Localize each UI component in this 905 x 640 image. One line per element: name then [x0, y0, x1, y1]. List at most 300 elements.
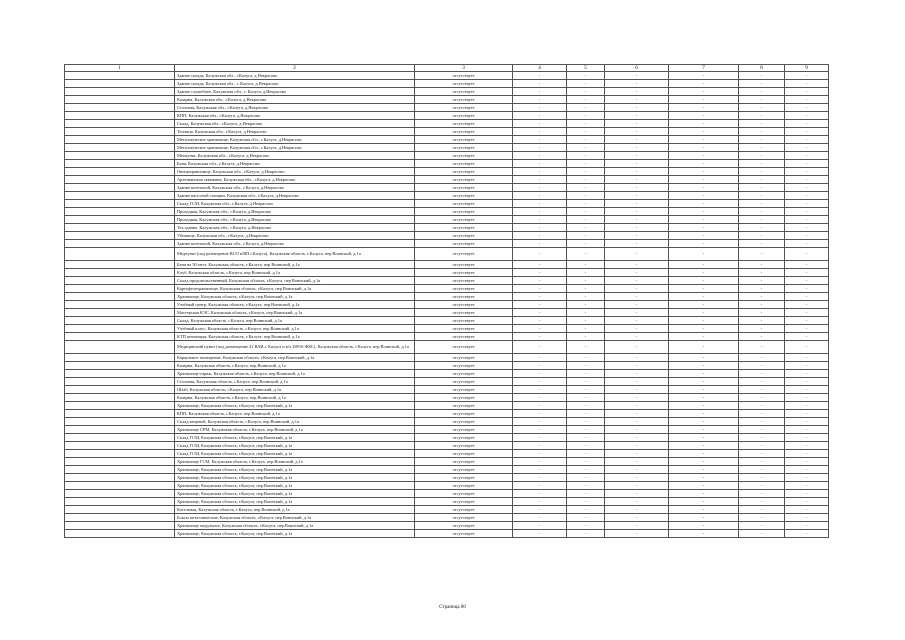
- value-cell-col-8: -: [739, 72, 785, 80]
- value-cell-col-6: -: [605, 450, 669, 458]
- value-cell-col-4: -: [513, 325, 567, 333]
- value-cell-col-5: -: [567, 224, 605, 232]
- column-number-2: 2: [175, 65, 415, 72]
- object-name-cell: Хранилище-гараж, Калужская область, г.Калуга, пер.Воинский, д.1а: [175, 370, 415, 378]
- value-cell-col-9: -: [785, 128, 829, 136]
- value-cell-col-4: -: [513, 224, 567, 232]
- value-cell-col-4: -: [513, 530, 567, 538]
- value-cell-col-6: -: [605, 466, 669, 474]
- value-cell-col-5: -: [567, 341, 605, 354]
- value-cell-col-9: -: [785, 192, 829, 200]
- table-row: [65, 285, 829, 293]
- table-row: [65, 224, 829, 232]
- value-cell-col-9: -: [785, 261, 829, 269]
- value-cell-col-4: -: [513, 261, 567, 269]
- value-cell-col-5: -: [567, 120, 605, 128]
- table-row: [65, 208, 829, 216]
- value-cell-col-4: -: [513, 333, 567, 341]
- value-cell-col-4: -: [513, 514, 567, 522]
- value-cell-col-8: -: [739, 474, 785, 482]
- value-cell-col-7: -: [669, 402, 739, 410]
- status-cell: отсутствует: [415, 136, 513, 144]
- value-cell-col-6: -: [605, 144, 669, 152]
- value-cell-col-4: -: [513, 160, 567, 168]
- value-cell-col-9: -: [785, 232, 829, 240]
- value-cell-col-9: -: [785, 362, 829, 370]
- object-name-cell: Убежище, Калужская обл., г.Калуга, д.Некрасово: [175, 232, 415, 240]
- status-cell: отсутствует: [415, 434, 513, 442]
- value-cell-col-9: -: [785, 442, 829, 450]
- table-row: [65, 152, 829, 160]
- row-number-cell: [65, 482, 175, 490]
- value-cell-col-9: -: [785, 88, 829, 96]
- value-cell-col-4: -: [513, 200, 567, 208]
- value-cell-col-8: -: [739, 466, 785, 474]
- value-cell-col-9: -: [785, 482, 829, 490]
- value-cell-col-6: -: [605, 498, 669, 506]
- row-number-cell: [65, 120, 175, 128]
- value-cell-col-8: -: [739, 136, 785, 144]
- value-cell-col-5: -: [567, 370, 605, 378]
- value-cell-col-7: -: [669, 216, 739, 224]
- value-cell-col-9: -: [785, 104, 829, 112]
- value-cell-col-9: -: [785, 216, 829, 224]
- value-cell-col-5: -: [567, 168, 605, 176]
- status-cell: отсутствует: [415, 261, 513, 269]
- row-number-cell: [65, 232, 175, 240]
- value-cell-col-5: -: [567, 112, 605, 120]
- value-cell-col-8: -: [739, 269, 785, 277]
- row-number-cell: [65, 370, 175, 378]
- value-cell-col-6: -: [605, 293, 669, 301]
- status-cell: отсутствует: [415, 354, 513, 362]
- value-cell-col-4: -: [513, 208, 567, 216]
- value-cell-col-4: -: [513, 120, 567, 128]
- object-name-cell: Медицинский пункт (под размещение 41 ВАИ г. Калуга и в/ч 28916-ФКС), Калужская область, г.Калуга, пер.Воинский, д.1а: [175, 341, 415, 354]
- value-cell-col-4: -: [513, 248, 567, 261]
- status-cell: отсутствует: [415, 362, 513, 370]
- value-cell-col-7: -: [669, 208, 739, 216]
- value-cell-col-9: -: [785, 152, 829, 160]
- object-name-cell: КПП, Калужская область, г.Калуга, пер.Воинский, д.1а: [175, 410, 415, 418]
- page-number: Страница 80: [439, 605, 466, 610]
- row-number-cell: [65, 184, 175, 192]
- object-name-cell: Хранилище ГСМ, Калужская область, г.Калуга, пер.Воинский, д.1а: [175, 458, 415, 466]
- value-cell-col-4: -: [513, 426, 567, 434]
- value-cell-col-5: -: [567, 450, 605, 458]
- value-cell-col-8: -: [739, 458, 785, 466]
- value-cell-col-8: -: [739, 418, 785, 426]
- status-cell: отсутствует: [415, 293, 513, 301]
- row-number-cell: [65, 450, 175, 458]
- value-cell-col-6: -: [605, 277, 669, 285]
- value-cell-col-9: -: [785, 96, 829, 104]
- table-row: [65, 144, 829, 152]
- table-row: [65, 333, 829, 341]
- value-cell-col-9: -: [785, 301, 829, 309]
- value-cell-col-7: -: [669, 301, 739, 309]
- status-cell: отсутствует: [415, 386, 513, 394]
- table-row: [65, 184, 829, 192]
- value-cell-col-6: -: [605, 232, 669, 240]
- value-cell-col-8: -: [739, 240, 785, 248]
- table-row: [65, 370, 829, 378]
- value-cell-col-5: -: [567, 362, 605, 370]
- object-name-cell: Склад, Калужская обл., г.Калуга, д.Некрасово: [175, 120, 415, 128]
- value-cell-col-6: -: [605, 88, 669, 96]
- value-cell-col-6: -: [605, 418, 669, 426]
- object-name-cell: Хранилище, Калужская область, г.Калуга, пер.Воинский, д.1а: [175, 482, 415, 490]
- status-cell: отсутствует: [415, 168, 513, 176]
- value-cell-col-7: -: [669, 490, 739, 498]
- value-cell-col-9: -: [785, 474, 829, 482]
- value-cell-col-5: -: [567, 184, 605, 192]
- value-cell-col-8: -: [739, 434, 785, 442]
- object-name-cell: Казарма, Калужская область, г.Калуга, пер.Воинский, д.1а: [175, 394, 415, 402]
- value-cell-col-5: -: [567, 418, 605, 426]
- value-cell-col-8: -: [739, 112, 785, 120]
- table-row: [65, 474, 829, 482]
- value-cell-col-9: -: [785, 160, 829, 168]
- value-cell-col-7: -: [669, 293, 739, 301]
- status-cell: отсутствует: [415, 80, 513, 88]
- value-cell-col-6: -: [605, 104, 669, 112]
- value-cell-col-5: -: [567, 482, 605, 490]
- status-cell: отсутствует: [415, 466, 513, 474]
- row-number-cell: [65, 506, 175, 514]
- table-row: [65, 240, 829, 248]
- value-cell-col-4: -: [513, 88, 567, 96]
- value-cell-col-9: -: [785, 176, 829, 184]
- status-cell: отсутствует: [415, 208, 513, 216]
- value-cell-col-9: -: [785, 402, 829, 410]
- value-cell-col-8: -: [739, 402, 785, 410]
- row-number-cell: [65, 426, 175, 434]
- value-cell-col-6: -: [605, 120, 669, 128]
- value-cell-col-6: -: [605, 216, 669, 224]
- value-cell-col-5: -: [567, 104, 605, 112]
- table-row: [65, 442, 829, 450]
- row-number-cell: [65, 490, 175, 498]
- value-cell-col-8: -: [739, 514, 785, 522]
- object-name-cell: Склад ГСМ, Калужская область, г.Калуга, пер.Воинский, д.1а: [175, 442, 415, 450]
- value-cell-col-5: -: [567, 317, 605, 325]
- table-row: [65, 160, 829, 168]
- object-name-cell: Склад ГСМ, Калужская область, г.Калуга, пер.Воинский, д.1а: [175, 434, 415, 442]
- value-cell-col-7: -: [669, 378, 739, 386]
- value-cell-col-8: -: [739, 285, 785, 293]
- value-cell-col-9: -: [785, 506, 829, 514]
- value-cell-col-9: -: [785, 309, 829, 317]
- status-cell: отсутствует: [415, 498, 513, 506]
- value-cell-col-9: -: [785, 434, 829, 442]
- object-name-cell: Склад вещевой, Калужская область, г.Калуга, пер.Воинский, д.1а: [175, 418, 415, 426]
- value-cell-col-7: -: [669, 112, 739, 120]
- value-cell-col-7: -: [669, 466, 739, 474]
- row-number-cell: [65, 442, 175, 450]
- status-cell: отсутствует: [415, 426, 513, 434]
- value-cell-col-4: -: [513, 482, 567, 490]
- value-cell-col-5: -: [567, 474, 605, 482]
- table-row: [65, 216, 829, 224]
- value-cell-col-5: -: [567, 293, 605, 301]
- value-cell-col-7: -: [669, 418, 739, 426]
- value-cell-col-4: -: [513, 96, 567, 104]
- value-cell-col-9: -: [785, 208, 829, 216]
- value-cell-col-8: -: [739, 261, 785, 269]
- value-cell-col-7: -: [669, 482, 739, 490]
- value-cell-col-6: -: [605, 80, 669, 88]
- table-row: [65, 168, 829, 176]
- object-name-cell: Овощехранилище, Калужская обл., г.Калуга, д.Некрасово: [175, 168, 415, 176]
- object-name-cell: Склад, Калужская область, г.Калуга, пер.Воинский, д.1а: [175, 317, 415, 325]
- value-cell-col-5: -: [567, 128, 605, 136]
- row-number-cell: [65, 394, 175, 402]
- value-cell-col-5: -: [567, 325, 605, 333]
- object-name-cell: Хранилище, Калужская область, г.Калуга, пер.Воинский, д.1а: [175, 293, 415, 301]
- status-cell: отсутствует: [415, 277, 513, 285]
- value-cell-col-8: -: [739, 426, 785, 434]
- value-cell-col-8: -: [739, 325, 785, 333]
- value-cell-col-5: -: [567, 386, 605, 394]
- status-cell: отсутствует: [415, 184, 513, 192]
- value-cell-col-6: -: [605, 240, 669, 248]
- object-name-cell: Хранилище СРМ, Калужская область, г.Калуга, пер.Воинский, д.1а: [175, 426, 415, 434]
- value-cell-col-5: -: [567, 434, 605, 442]
- row-number-cell: [65, 277, 175, 285]
- value-cell-col-9: -: [785, 522, 829, 530]
- table-row: [65, 410, 829, 418]
- value-cell-col-8: -: [739, 168, 785, 176]
- column-number-1: 1: [65, 65, 175, 72]
- value-cell-col-7: -: [669, 120, 739, 128]
- table-row: [65, 514, 829, 522]
- value-cell-col-5: -: [567, 152, 605, 160]
- value-cell-col-8: -: [739, 309, 785, 317]
- value-cell-col-7: -: [669, 309, 739, 317]
- value-cell-col-5: -: [567, 522, 605, 530]
- value-cell-col-7: -: [669, 136, 739, 144]
- object-name-cell: Здание склада, Калужская обл., г. Калуга, д.Некрасово: [175, 80, 415, 88]
- object-name-cell: Мехпункт, Калужская обл., г.Калуга, д.Некрасово: [175, 152, 415, 160]
- table-row: [65, 192, 829, 200]
- status-cell: отсутствует: [415, 482, 513, 490]
- value-cell-col-6: -: [605, 160, 669, 168]
- value-cell-col-4: -: [513, 522, 567, 530]
- object-name-cell: Склад ГСМ, Калужская область, г.Калуга, пер.Воинский, д.1а: [175, 450, 415, 458]
- value-cell-col-5: -: [567, 354, 605, 362]
- row-number-cell: [65, 208, 175, 216]
- value-cell-col-7: -: [669, 410, 739, 418]
- value-cell-col-6: -: [605, 490, 669, 498]
- table-row: [65, 200, 829, 208]
- property-table: [64, 64, 829, 538]
- value-cell-col-8: -: [739, 450, 785, 458]
- table-row: [65, 450, 829, 458]
- value-cell-col-5: -: [567, 410, 605, 418]
- value-cell-col-4: -: [513, 341, 567, 354]
- row-number-cell: [65, 530, 175, 538]
- value-cell-col-9: -: [785, 490, 829, 498]
- status-cell: отсутствует: [415, 128, 513, 136]
- value-cell-col-8: -: [739, 192, 785, 200]
- object-name-cell: Хранилище, Калужская область, г.Калуга, пер.Воинский, д.1а: [175, 498, 415, 506]
- value-cell-col-6: -: [605, 128, 669, 136]
- value-cell-col-4: -: [513, 293, 567, 301]
- value-cell-col-4: -: [513, 362, 567, 370]
- value-cell-col-6: -: [605, 224, 669, 232]
- table-row: [65, 341, 829, 354]
- value-cell-col-5: -: [567, 240, 605, 248]
- value-cell-col-4: -: [513, 277, 567, 285]
- value-cell-col-6: -: [605, 394, 669, 402]
- table-row: [65, 96, 829, 104]
- table-row: [65, 176, 829, 184]
- value-cell-col-7: -: [669, 530, 739, 538]
- value-cell-col-8: -: [739, 333, 785, 341]
- table-row: [65, 317, 829, 325]
- value-cell-col-8: -: [739, 104, 785, 112]
- value-cell-col-9: -: [785, 354, 829, 362]
- object-name-cell: Караульное помещение, Калужская область, г.Калуга, пер.Воинский, д.1а: [175, 354, 415, 362]
- value-cell-col-5: -: [567, 88, 605, 96]
- value-cell-col-8: -: [739, 277, 785, 285]
- object-name-cell: Мастерская КЭС, Калужская область, г.Калуга, пер.Воинский, д.1а: [175, 309, 415, 317]
- value-cell-col-7: -: [669, 506, 739, 514]
- object-name-cell: Картофелехранилище, Калужская область, г.Калуга, пер.Воинский, д.1а: [175, 285, 415, 293]
- object-name-cell: Хранилище модульное, Калужская область, г.Калуга, пер.Воинский, д.1а: [175, 522, 415, 530]
- value-cell-col-7: -: [669, 192, 739, 200]
- value-cell-col-9: -: [785, 285, 829, 293]
- value-cell-col-7: -: [669, 168, 739, 176]
- object-name-cell: Проходная, Калужская обл., г.Калуга, д.Некрасово: [175, 216, 415, 224]
- value-cell-col-6: -: [605, 285, 669, 293]
- value-cell-col-4: -: [513, 80, 567, 88]
- value-cell-col-9: -: [785, 136, 829, 144]
- table-row: [65, 309, 829, 317]
- status-cell: отсутствует: [415, 333, 513, 341]
- row-number-cell: [65, 386, 175, 394]
- value-cell-col-7: -: [669, 184, 739, 192]
- value-cell-col-6: -: [605, 176, 669, 184]
- value-cell-col-5: -: [567, 248, 605, 261]
- value-cell-col-8: -: [739, 341, 785, 354]
- object-name-cell: Штаб, Калужская область, г.Калуга, пер.Воинский, д.1а: [175, 386, 415, 394]
- row-number-cell: [65, 168, 175, 176]
- object-name-cell: Хранилище, Калужская область, г.Калуга, пер.Воинский, д.1а: [175, 474, 415, 482]
- value-cell-col-7: -: [669, 362, 739, 370]
- status-cell: отсутствует: [415, 96, 513, 104]
- value-cell-col-5: -: [567, 216, 605, 224]
- value-cell-col-5: -: [567, 458, 605, 466]
- row-number-cell: [65, 333, 175, 341]
- column-number-3: 3: [415, 65, 513, 72]
- value-cell-col-4: -: [513, 269, 567, 277]
- value-cell-col-4: -: [513, 285, 567, 293]
- value-cell-col-5: -: [567, 277, 605, 285]
- value-cell-col-7: -: [669, 152, 739, 160]
- value-cell-col-5: -: [567, 72, 605, 80]
- status-cell: отсутствует: [415, 325, 513, 333]
- row-number-cell: [65, 341, 175, 354]
- table-row: [65, 128, 829, 136]
- column-number-8: 8: [739, 65, 785, 72]
- value-cell-col-6: -: [605, 434, 669, 442]
- table-row: [65, 104, 829, 112]
- status-cell: отсутствует: [415, 176, 513, 184]
- value-cell-col-5: -: [567, 506, 605, 514]
- value-cell-col-9: -: [785, 72, 829, 80]
- object-name-cell: Котельная, Калужская область, г.Калуга, пер.Воинский, д.1а: [175, 506, 415, 514]
- value-cell-col-4: -: [513, 378, 567, 386]
- value-cell-col-5: -: [567, 80, 605, 88]
- status-cell: отсутствует: [415, 144, 513, 152]
- row-number-cell: [65, 144, 175, 152]
- status-cell: отсутствует: [415, 216, 513, 224]
- table-row: [65, 402, 829, 410]
- value-cell-col-8: -: [739, 160, 785, 168]
- value-cell-col-5: -: [567, 426, 605, 434]
- value-cell-col-8: -: [739, 152, 785, 160]
- value-cell-col-7: -: [669, 160, 739, 168]
- status-cell: отсутствует: [415, 522, 513, 530]
- object-name-cell: Учебный центр, Калужская область, г.Калуга, пер.Воинский, д.1а: [175, 301, 415, 309]
- row-number-cell: [65, 378, 175, 386]
- value-cell-col-5: -: [567, 378, 605, 386]
- row-number-cell: [65, 325, 175, 333]
- table-row: [65, 426, 829, 434]
- value-cell-col-7: -: [669, 317, 739, 325]
- value-cell-col-4: -: [513, 354, 567, 362]
- value-cell-col-6: -: [605, 402, 669, 410]
- status-cell: отсутствует: [415, 341, 513, 354]
- value-cell-col-8: -: [739, 530, 785, 538]
- value-cell-col-5: -: [567, 136, 605, 144]
- value-cell-col-8: -: [739, 80, 785, 88]
- row-number-cell: [65, 176, 175, 184]
- value-cell-col-9: -: [785, 341, 829, 354]
- value-cell-col-4: -: [513, 240, 567, 248]
- value-cell-col-6: -: [605, 442, 669, 450]
- table-row: [65, 88, 829, 96]
- value-cell-col-7: -: [669, 514, 739, 522]
- value-cell-col-7: -: [669, 248, 739, 261]
- value-cell-col-7: -: [669, 394, 739, 402]
- value-cell-col-4: -: [513, 216, 567, 224]
- row-number-cell: [65, 200, 175, 208]
- object-name-cell: Хранилище, Калужская область, г.Калуга, пер.Воинский, д.1а: [175, 490, 415, 498]
- value-cell-col-6: -: [605, 184, 669, 192]
- object-name-cell: Склад продовольственный, Калужская область, г.Калуга, пер.Воинский, д.1а: [175, 277, 415, 285]
- table-row: [65, 418, 829, 426]
- value-cell-col-7: -: [669, 72, 739, 80]
- column-number-6: 6: [605, 65, 669, 72]
- value-cell-col-7: -: [669, 232, 739, 240]
- status-cell: отсутствует: [415, 506, 513, 514]
- value-cell-col-4: -: [513, 490, 567, 498]
- status-cell: отсутствует: [415, 112, 513, 120]
- status-cell: отсутствует: [415, 160, 513, 168]
- table-row: [65, 498, 829, 506]
- value-cell-col-9: -: [785, 418, 829, 426]
- row-number-cell: [65, 96, 175, 104]
- value-cell-col-4: -: [513, 104, 567, 112]
- value-cell-col-6: -: [605, 208, 669, 216]
- row-number-cell: [65, 410, 175, 418]
- value-cell-col-5: -: [567, 208, 605, 216]
- row-number-cell: [65, 224, 175, 232]
- value-cell-col-9: -: [785, 458, 829, 466]
